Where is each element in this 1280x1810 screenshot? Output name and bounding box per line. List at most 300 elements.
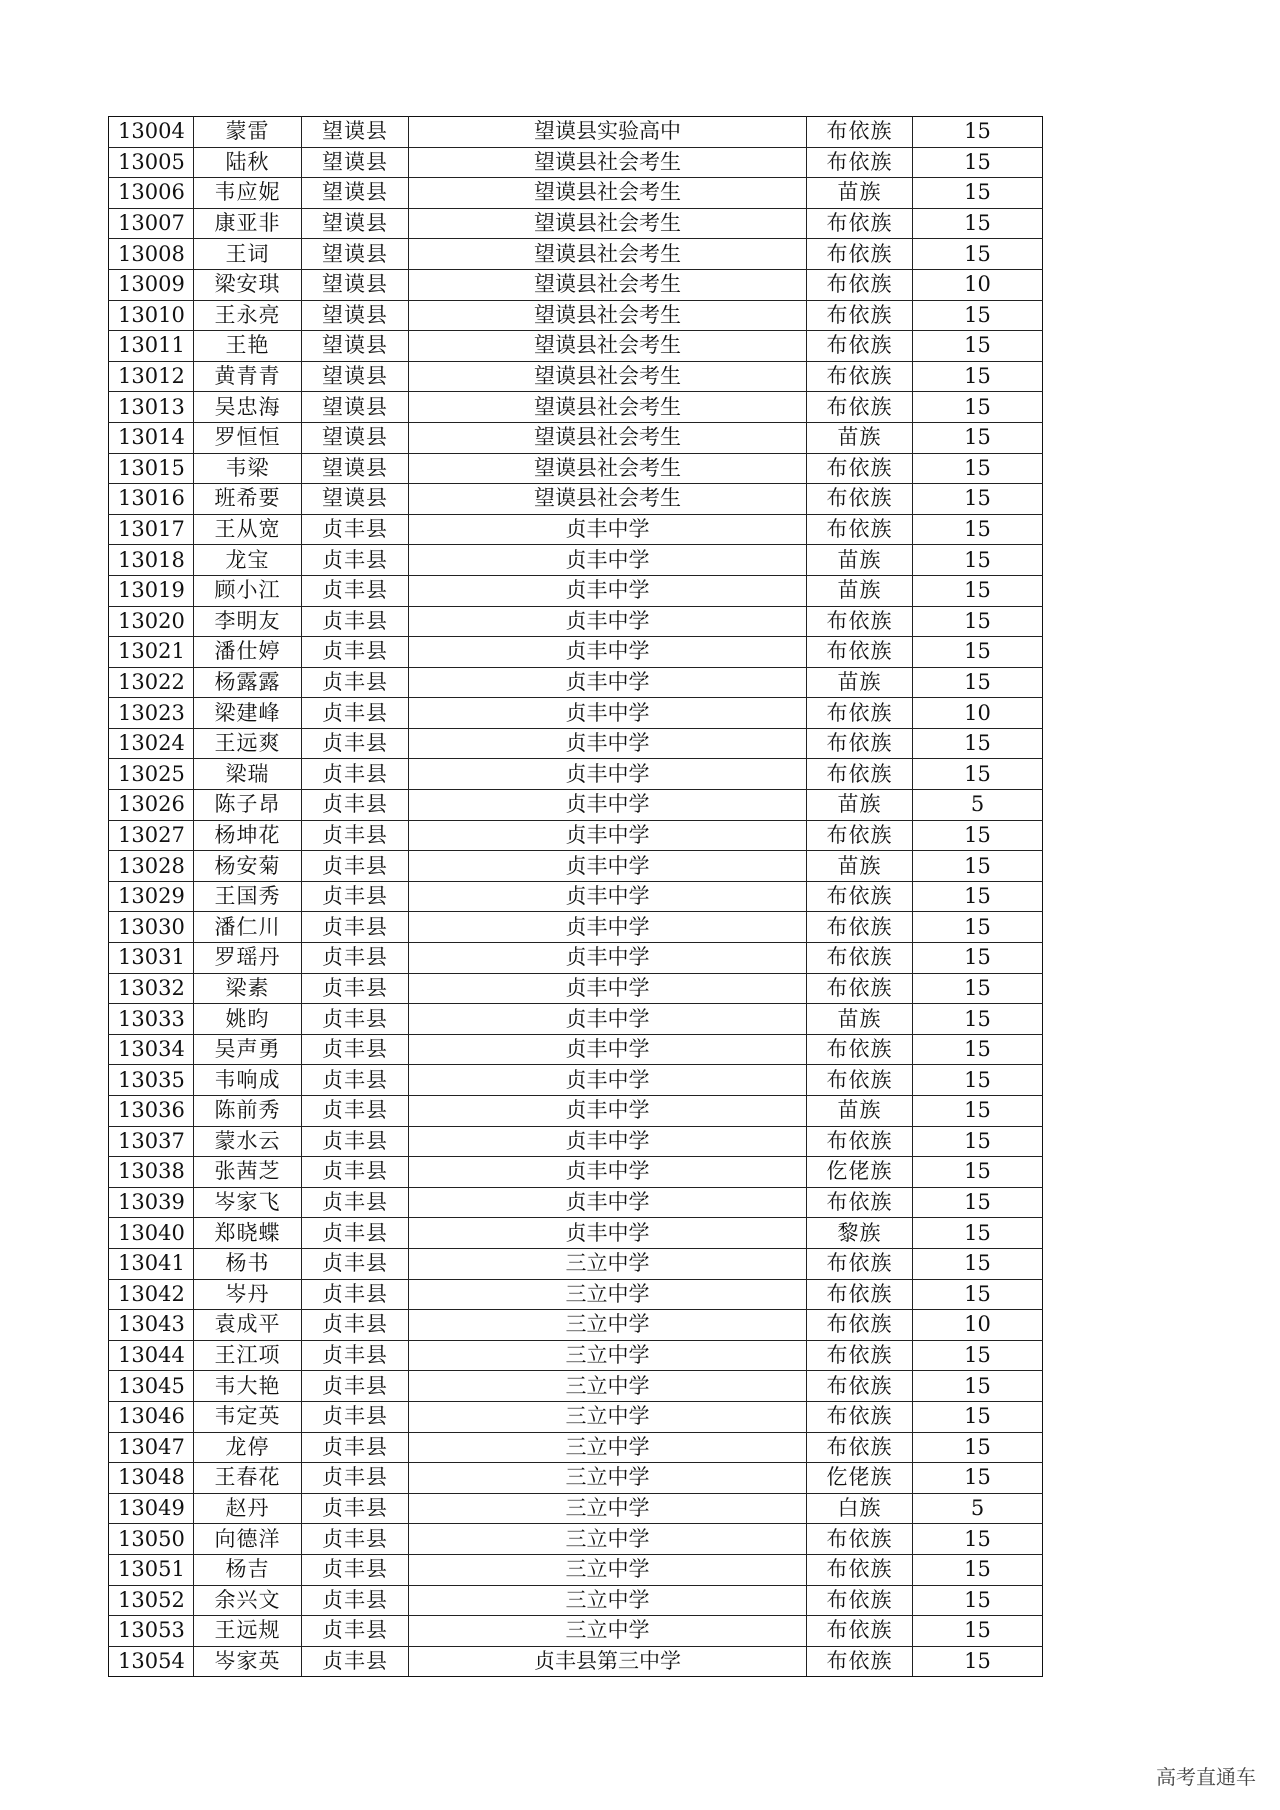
table-row <box>109 851 1043 882</box>
cell-score: 15 <box>913 208 1043 239</box>
cell-score: 15 <box>913 667 1043 698</box>
cell-score: 15 <box>913 1554 1043 1585</box>
cell-school: 三立中学 <box>409 1585 807 1616</box>
table-row <box>109 943 1043 974</box>
table-row <box>109 820 1043 851</box>
cell-id: 13034 <box>109 1034 194 1065</box>
cell-score: 15 <box>913 973 1043 1004</box>
table-row <box>109 300 1043 331</box>
table-row <box>109 1310 1043 1341</box>
cell-id: 13026 <box>109 790 194 821</box>
cell-ethnicity: 白族 <box>807 1493 913 1524</box>
table-row <box>109 1218 1043 1249</box>
cell-score: 15 <box>913 1218 1043 1249</box>
cell-ethnicity: 布依族 <box>807 1401 913 1432</box>
cell-score: 15 <box>913 637 1043 668</box>
cell-ethnicity: 布依族 <box>807 1310 913 1341</box>
table-row <box>109 1187 1043 1218</box>
cell-id: 13027 <box>109 820 194 851</box>
cell-school: 望谟县社会考生 <box>409 453 807 484</box>
cell-name: 梁安琪 <box>194 269 302 300</box>
cell-school: 贞丰中学 <box>409 606 807 637</box>
cell-ethnicity: 布依族 <box>807 1279 913 1310</box>
cell-county: 贞丰县 <box>302 514 409 545</box>
cell-name: 李明友 <box>194 606 302 637</box>
cell-name: 杨吉 <box>194 1554 302 1585</box>
cell-id: 13045 <box>109 1371 194 1402</box>
table-row <box>109 912 1043 943</box>
cell-name: 吴忠海 <box>194 392 302 423</box>
cell-name: 蒙水云 <box>194 1126 302 1157</box>
cell-score: 15 <box>913 239 1043 270</box>
table-row <box>109 973 1043 1004</box>
table-row <box>109 239 1043 270</box>
cell-county: 贞丰县 <box>302 698 409 729</box>
cell-id: 13043 <box>109 1310 194 1341</box>
cell-school: 望谟县社会考生 <box>409 331 807 362</box>
cell-ethnicity: 布依族 <box>807 943 913 974</box>
cell-name: 杨露露 <box>194 667 302 698</box>
cell-county: 望谟县 <box>302 117 409 148</box>
cell-name: 袁成平 <box>194 1310 302 1341</box>
cell-id: 13037 <box>109 1126 194 1157</box>
cell-school: 贞丰中学 <box>409 667 807 698</box>
cell-score: 15 <box>913 943 1043 974</box>
table-row <box>109 178 1043 209</box>
cell-school: 贞丰中学 <box>409 820 807 851</box>
cell-name: 王国秀 <box>194 881 302 912</box>
cell-ethnicity: 苗族 <box>807 178 913 209</box>
cell-county: 贞丰县 <box>302 1034 409 1065</box>
cell-id: 13006 <box>109 178 194 209</box>
cell-school: 贞丰中学 <box>409 575 807 606</box>
table-row <box>109 208 1043 239</box>
cell-school: 贞丰中学 <box>409 943 807 974</box>
cell-name: 龙宝 <box>194 545 302 576</box>
cell-county: 贞丰县 <box>302 728 409 759</box>
cell-id: 13048 <box>109 1463 194 1494</box>
table-row <box>109 1585 1043 1616</box>
cell-score: 15 <box>913 1034 1043 1065</box>
cell-score: 15 <box>913 881 1043 912</box>
cell-id: 13050 <box>109 1524 194 1555</box>
table-row <box>109 514 1043 545</box>
cell-ethnicity: 布依族 <box>807 147 913 178</box>
table-row <box>109 606 1043 637</box>
cell-id: 13022 <box>109 667 194 698</box>
cell-school: 贞丰中学 <box>409 790 807 821</box>
cell-ethnicity: 布依族 <box>807 728 913 759</box>
cell-name: 罗恒恒 <box>194 422 302 453</box>
cell-school: 望谟县社会考生 <box>409 484 807 515</box>
cell-county: 贞丰县 <box>302 1585 409 1616</box>
cell-county: 贞丰县 <box>302 637 409 668</box>
table-row <box>109 422 1043 453</box>
cell-ethnicity: 布依族 <box>807 269 913 300</box>
cell-score: 15 <box>913 851 1043 882</box>
cell-score: 15 <box>913 422 1043 453</box>
cell-county: 贞丰县 <box>302 1524 409 1555</box>
cell-county: 贞丰县 <box>302 545 409 576</box>
cell-score: 15 <box>913 1340 1043 1371</box>
table-row <box>109 1126 1043 1157</box>
cell-score: 10 <box>913 1310 1043 1341</box>
cell-id: 13029 <box>109 881 194 912</box>
cell-id: 13049 <box>109 1493 194 1524</box>
cell-ethnicity: 布依族 <box>807 973 913 1004</box>
table-row <box>109 392 1043 423</box>
cell-county: 贞丰县 <box>302 1065 409 1096</box>
cell-name: 韦大艳 <box>194 1371 302 1402</box>
cell-ethnicity: 布依族 <box>807 484 913 515</box>
cell-id: 13031 <box>109 943 194 974</box>
cell-score: 15 <box>913 1157 1043 1188</box>
cell-ethnicity: 苗族 <box>807 545 913 576</box>
cell-county: 贞丰县 <box>302 667 409 698</box>
cell-name: 陆秋 <box>194 147 302 178</box>
table-row <box>109 1432 1043 1463</box>
table-row <box>109 881 1043 912</box>
table-row <box>109 1034 1043 1065</box>
cell-name: 韦定英 <box>194 1401 302 1432</box>
cell-county: 贞丰县 <box>302 1646 409 1677</box>
cell-id: 13018 <box>109 545 194 576</box>
cell-score: 15 <box>913 361 1043 392</box>
cell-id: 13046 <box>109 1401 194 1432</box>
cell-school: 望谟县社会考生 <box>409 300 807 331</box>
cell-id: 13033 <box>109 1004 194 1035</box>
cell-id: 13020 <box>109 606 194 637</box>
cell-school: 贞丰中学 <box>409 514 807 545</box>
cell-name: 岑家英 <box>194 1646 302 1677</box>
table-row <box>109 1646 1043 1677</box>
cell-county: 贞丰县 <box>302 1340 409 1371</box>
cell-score: 15 <box>913 392 1043 423</box>
cell-name: 韦响成 <box>194 1065 302 1096</box>
cell-county: 贞丰县 <box>302 1218 409 1249</box>
cell-score: 15 <box>913 117 1043 148</box>
cell-county: 贞丰县 <box>302 606 409 637</box>
cell-ethnicity: 布依族 <box>807 1065 913 1096</box>
table-row <box>109 637 1043 668</box>
cell-school: 望谟县社会考生 <box>409 178 807 209</box>
cell-ethnicity: 布依族 <box>807 300 913 331</box>
table-row <box>109 361 1043 392</box>
table-row <box>109 1401 1043 1432</box>
cell-name: 蒙雷 <box>194 117 302 148</box>
cell-county: 贞丰县 <box>302 1126 409 1157</box>
cell-ethnicity: 布依族 <box>807 1585 913 1616</box>
cell-id: 13053 <box>109 1616 194 1647</box>
cell-ethnicity: 布依族 <box>807 1616 913 1647</box>
cell-name: 韦梁 <box>194 453 302 484</box>
cell-school: 贞丰中学 <box>409 851 807 882</box>
cell-school: 三立中学 <box>409 1432 807 1463</box>
cell-name: 姚昀 <box>194 1004 302 1035</box>
cell-county: 贞丰县 <box>302 575 409 606</box>
table-row <box>109 484 1043 515</box>
cell-id: 13039 <box>109 1187 194 1218</box>
cell-school: 贞丰中学 <box>409 759 807 790</box>
cell-county: 贞丰县 <box>302 973 409 1004</box>
cell-school: 望谟县社会考生 <box>409 147 807 178</box>
cell-ethnicity: 布依族 <box>807 1554 913 1585</box>
cell-ethnicity: 布依族 <box>807 1248 913 1279</box>
cell-name: 潘仁川 <box>194 912 302 943</box>
cell-county: 贞丰县 <box>302 1463 409 1494</box>
cell-school: 贞丰中学 <box>409 1034 807 1065</box>
cell-county: 贞丰县 <box>302 943 409 974</box>
cell-ethnicity: 布依族 <box>807 1432 913 1463</box>
cell-id: 13040 <box>109 1218 194 1249</box>
cell-school: 望谟县社会考生 <box>409 392 807 423</box>
cell-id: 13052 <box>109 1585 194 1616</box>
table-row <box>109 331 1043 362</box>
cell-score: 15 <box>913 1187 1043 1218</box>
cell-id: 13024 <box>109 728 194 759</box>
cell-score: 15 <box>913 1432 1043 1463</box>
cell-ethnicity: 苗族 <box>807 422 913 453</box>
table-row <box>109 790 1043 821</box>
cell-name: 罗瑶丹 <box>194 943 302 974</box>
cell-ethnicity: 布依族 <box>807 331 913 362</box>
cell-name: 梁建峰 <box>194 698 302 729</box>
cell-county: 望谟县 <box>302 269 409 300</box>
cell-school: 三立中学 <box>409 1310 807 1341</box>
cell-county: 贞丰县 <box>302 1432 409 1463</box>
cell-ethnicity: 布依族 <box>807 1126 913 1157</box>
cell-name: 杨书 <box>194 1248 302 1279</box>
cell-county: 贞丰县 <box>302 1004 409 1035</box>
cell-name: 黄青青 <box>194 361 302 392</box>
cell-id: 13021 <box>109 637 194 668</box>
cell-ethnicity: 布依族 <box>807 208 913 239</box>
cell-name: 余兴文 <box>194 1585 302 1616</box>
cell-name: 康亚非 <box>194 208 302 239</box>
cell-school: 贞丰中学 <box>409 973 807 1004</box>
table-row <box>109 575 1043 606</box>
cell-score: 15 <box>913 484 1043 515</box>
cell-name: 班希要 <box>194 484 302 515</box>
cell-school: 贞丰中学 <box>409 1126 807 1157</box>
cell-score: 15 <box>913 453 1043 484</box>
table-row <box>109 728 1043 759</box>
cell-id: 13011 <box>109 331 194 362</box>
cell-ethnicity: 布依族 <box>807 453 913 484</box>
cell-school: 三立中学 <box>409 1524 807 1555</box>
cell-county: 望谟县 <box>302 178 409 209</box>
cell-ethnicity: 苗族 <box>807 790 913 821</box>
cell-ethnicity: 布依族 <box>807 239 913 270</box>
cell-name: 潘仕婷 <box>194 637 302 668</box>
cell-name: 吴声勇 <box>194 1034 302 1065</box>
cell-county: 贞丰县 <box>302 912 409 943</box>
cell-name: 韦应妮 <box>194 178 302 209</box>
cell-school: 望谟县社会考生 <box>409 269 807 300</box>
table-row <box>109 117 1043 148</box>
cell-county: 望谟县 <box>302 239 409 270</box>
cell-school: 三立中学 <box>409 1248 807 1279</box>
table-row <box>109 698 1043 729</box>
cell-county: 贞丰县 <box>302 1279 409 1310</box>
cell-score: 15 <box>913 1096 1043 1127</box>
cell-county: 贞丰县 <box>302 1616 409 1647</box>
cell-name: 龙停 <box>194 1432 302 1463</box>
cell-id: 13044 <box>109 1340 194 1371</box>
table-row <box>109 147 1043 178</box>
cell-id: 13041 <box>109 1248 194 1279</box>
table-row <box>109 453 1043 484</box>
cell-school: 三立中学 <box>409 1463 807 1494</box>
cell-score: 15 <box>913 300 1043 331</box>
cell-id: 13015 <box>109 453 194 484</box>
cell-id: 13035 <box>109 1065 194 1096</box>
cell-score: 15 <box>913 728 1043 759</box>
cell-school: 贞丰中学 <box>409 698 807 729</box>
cell-county: 望谟县 <box>302 361 409 392</box>
cell-school: 贞丰中学 <box>409 1187 807 1218</box>
cell-name: 陈前秀 <box>194 1096 302 1127</box>
cell-name: 梁瑞 <box>194 759 302 790</box>
cell-school: 三立中学 <box>409 1279 807 1310</box>
cell-id: 13010 <box>109 300 194 331</box>
table-row <box>109 269 1043 300</box>
cell-score: 15 <box>913 331 1043 362</box>
cell-name: 王江项 <box>194 1340 302 1371</box>
cell-school: 三立中学 <box>409 1371 807 1402</box>
cell-score: 5 <box>913 790 1043 821</box>
cell-id: 13012 <box>109 361 194 392</box>
table-row <box>109 1371 1043 1402</box>
cell-school: 贞丰县第三中学 <box>409 1646 807 1677</box>
cell-name: 赵丹 <box>194 1493 302 1524</box>
cell-ethnicity: 布依族 <box>807 1646 913 1677</box>
cell-name: 王远规 <box>194 1616 302 1647</box>
cell-school: 贞丰中学 <box>409 1218 807 1249</box>
cell-county: 望谟县 <box>302 300 409 331</box>
cell-id: 13005 <box>109 147 194 178</box>
cell-ethnicity: 布依族 <box>807 1340 913 1371</box>
cell-ethnicity: 布依族 <box>807 820 913 851</box>
cell-county: 贞丰县 <box>302 759 409 790</box>
cell-id: 13054 <box>109 1646 194 1677</box>
cell-score: 10 <box>913 269 1043 300</box>
table-row <box>109 1554 1043 1585</box>
cell-id: 13017 <box>109 514 194 545</box>
table-row <box>109 1157 1043 1188</box>
table-row <box>109 667 1043 698</box>
cell-ethnicity: 布依族 <box>807 881 913 912</box>
table-row <box>109 1248 1043 1279</box>
cell-name: 陈子昂 <box>194 790 302 821</box>
cell-id: 13042 <box>109 1279 194 1310</box>
cell-school: 望谟县社会考生 <box>409 208 807 239</box>
cell-ethnicity: 苗族 <box>807 575 913 606</box>
cell-score: 15 <box>913 178 1043 209</box>
cell-id: 13036 <box>109 1096 194 1127</box>
cell-ethnicity: 布依族 <box>807 1034 913 1065</box>
cell-county: 贞丰县 <box>302 1554 409 1585</box>
cell-name: 王词 <box>194 239 302 270</box>
cell-score: 15 <box>913 514 1043 545</box>
table-row <box>109 1096 1043 1127</box>
cell-ethnicity: 仡佬族 <box>807 1157 913 1188</box>
cell-county: 贞丰县 <box>302 1493 409 1524</box>
cell-score: 15 <box>913 1371 1043 1402</box>
cell-ethnicity: 黎族 <box>807 1218 913 1249</box>
cell-name: 张茜芝 <box>194 1157 302 1188</box>
cell-score: 15 <box>913 1646 1043 1677</box>
cell-name: 岑丹 <box>194 1279 302 1310</box>
cell-score: 15 <box>913 147 1043 178</box>
cell-ethnicity: 布依族 <box>807 912 913 943</box>
cell-name: 杨安菊 <box>194 851 302 882</box>
cell-name: 王永亮 <box>194 300 302 331</box>
cell-county: 望谟县 <box>302 392 409 423</box>
cell-school: 贞丰中学 <box>409 912 807 943</box>
cell-ethnicity: 苗族 <box>807 1004 913 1035</box>
cell-id: 13023 <box>109 698 194 729</box>
cell-score: 15 <box>913 1126 1043 1157</box>
cell-ethnicity: 苗族 <box>807 851 913 882</box>
cell-score: 15 <box>913 1463 1043 1494</box>
cell-school: 三立中学 <box>409 1401 807 1432</box>
cell-id: 13019 <box>109 575 194 606</box>
cell-id: 13016 <box>109 484 194 515</box>
cell-ethnicity: 仡佬族 <box>807 1463 913 1494</box>
cell-school: 贞丰中学 <box>409 1065 807 1096</box>
cell-county: 贞丰县 <box>302 851 409 882</box>
cell-name: 顾小江 <box>194 575 302 606</box>
cell-id: 13038 <box>109 1157 194 1188</box>
cell-id: 13032 <box>109 973 194 1004</box>
cell-score: 15 <box>913 1524 1043 1555</box>
cell-id: 13047 <box>109 1432 194 1463</box>
cell-school: 望谟县社会考生 <box>409 239 807 270</box>
cell-ethnicity: 布依族 <box>807 117 913 148</box>
cell-name: 王远爽 <box>194 728 302 759</box>
cell-county: 贞丰县 <box>302 1371 409 1402</box>
table-row <box>109 1279 1043 1310</box>
cell-id: 13030 <box>109 912 194 943</box>
cell-score: 15 <box>913 1585 1043 1616</box>
cell-school: 望谟县实验高中 <box>409 117 807 148</box>
cell-ethnicity: 布依族 <box>807 514 913 545</box>
cell-name: 杨坤花 <box>194 820 302 851</box>
student-table-body <box>109 117 1043 1677</box>
cell-score: 15 <box>913 759 1043 790</box>
cell-county: 贞丰县 <box>302 1187 409 1218</box>
cell-county: 望谟县 <box>302 208 409 239</box>
table-row <box>109 1340 1043 1371</box>
cell-score: 15 <box>913 1248 1043 1279</box>
cell-id: 13014 <box>109 422 194 453</box>
cell-ethnicity: 布依族 <box>807 606 913 637</box>
cell-score: 15 <box>913 1279 1043 1310</box>
cell-county: 贞丰县 <box>302 1401 409 1432</box>
cell-school: 贞丰中学 <box>409 637 807 668</box>
cell-school: 望谟县社会考生 <box>409 422 807 453</box>
cell-county: 贞丰县 <box>302 1096 409 1127</box>
cell-ethnicity: 布依族 <box>807 361 913 392</box>
cell-score: 15 <box>913 912 1043 943</box>
cell-school: 三立中学 <box>409 1554 807 1585</box>
cell-school: 三立中学 <box>409 1616 807 1647</box>
cell-school: 贞丰中学 <box>409 1004 807 1035</box>
cell-ethnicity: 苗族 <box>807 1096 913 1127</box>
cell-county: 贞丰县 <box>302 790 409 821</box>
cell-name: 岑家飞 <box>194 1187 302 1218</box>
